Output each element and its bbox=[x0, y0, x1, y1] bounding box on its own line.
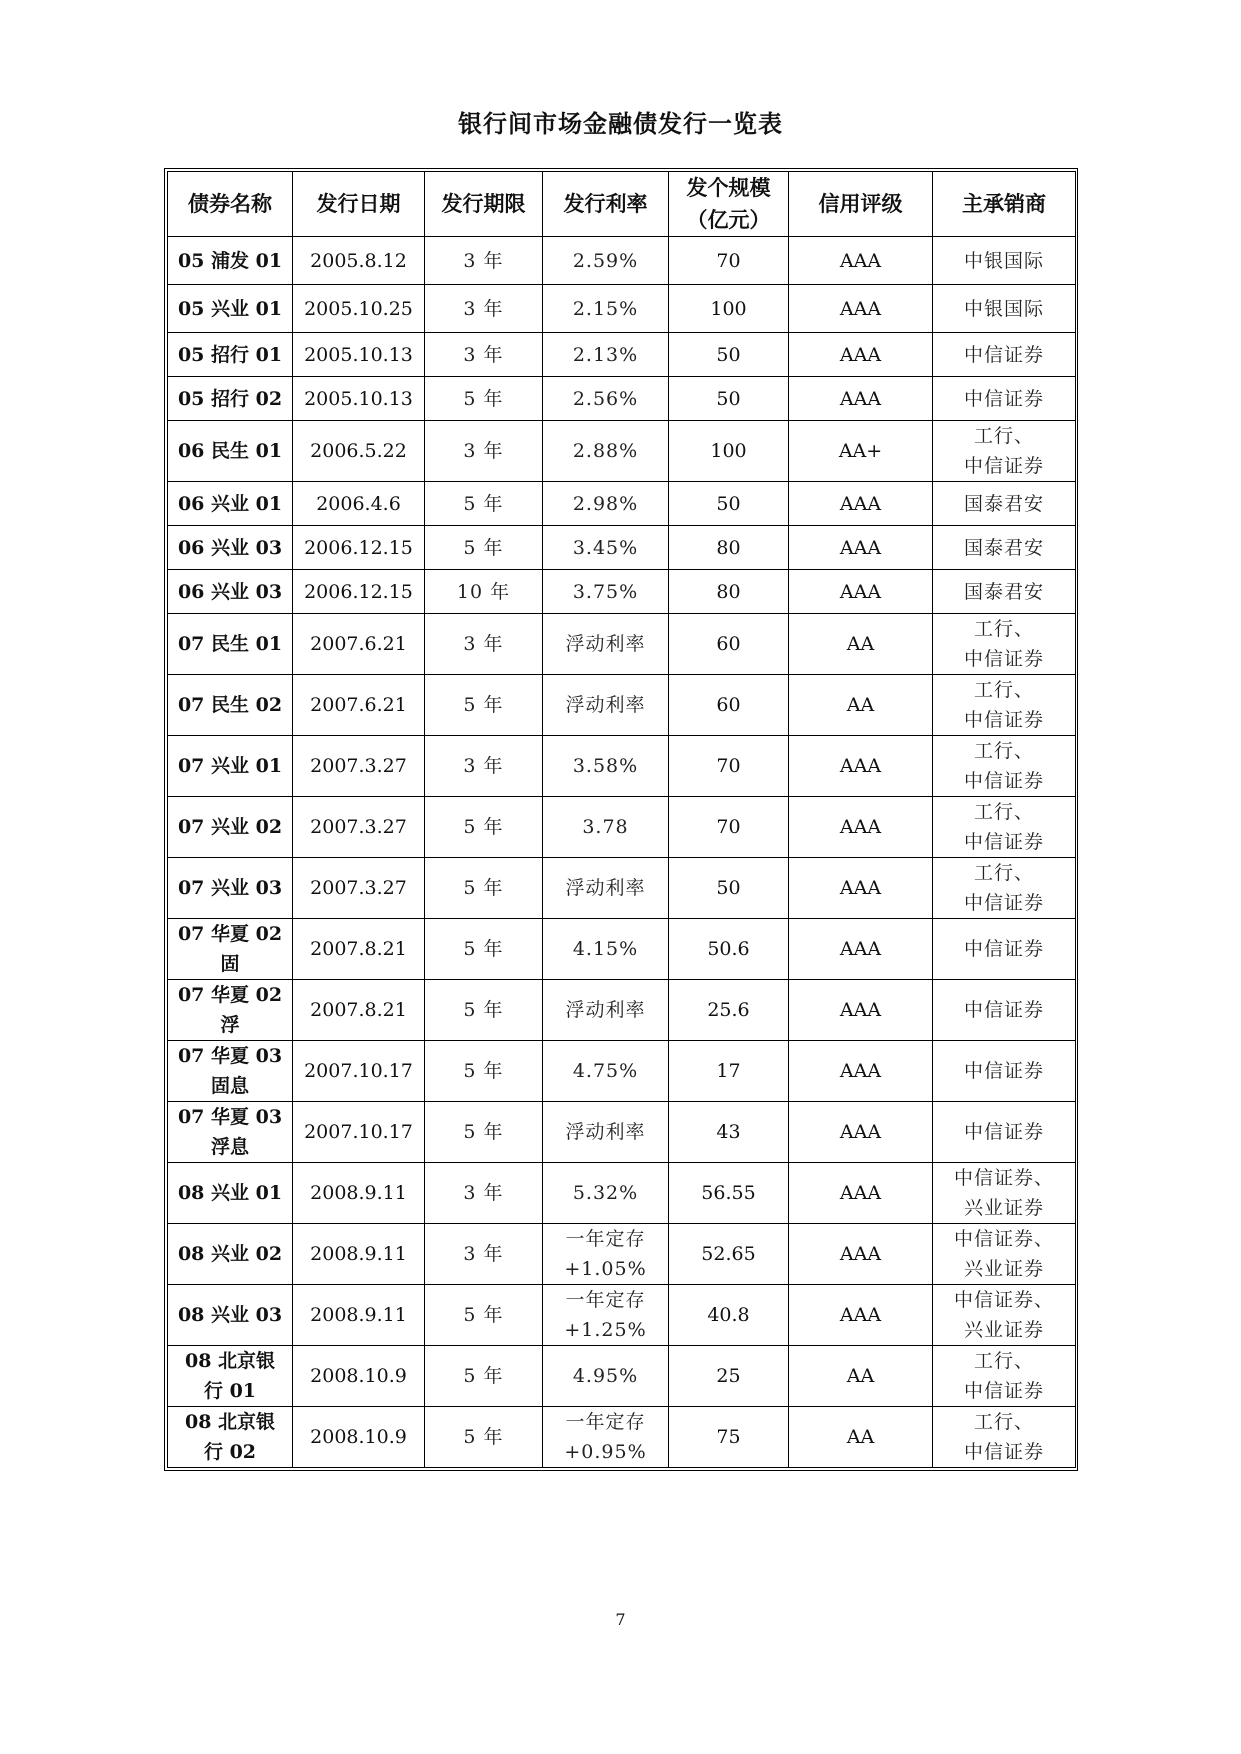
issue-date-cell: 2007.8.21 bbox=[293, 980, 425, 1041]
bond-name-cell: 06 兴业 03 bbox=[168, 570, 293, 614]
header-issue-date: 发行日期 bbox=[293, 172, 425, 237]
table-row bbox=[168, 1224, 1076, 1285]
issue-date-cell: 2008.10.9 bbox=[293, 1407, 425, 1468]
issue-date-cell: 2008.9.11 bbox=[293, 1224, 425, 1285]
bond-name-cell: 08 兴业 01 bbox=[168, 1163, 293, 1224]
page-number: 7 bbox=[615, 1610, 626, 1629]
size-cell: 100 bbox=[669, 421, 789, 482]
bond-name-cell: 08 兴业 02 bbox=[168, 1224, 293, 1285]
rate-cell: 一年定存 +1.25% bbox=[543, 1285, 669, 1346]
rating-cell: AAA bbox=[789, 526, 933, 570]
rate-cell: 2.98% bbox=[543, 482, 669, 526]
issue-date-cell: 2007.3.27 bbox=[293, 797, 425, 858]
bond-name-cell: 08 北京银 行 02 bbox=[168, 1407, 293, 1468]
table-row bbox=[168, 421, 1076, 482]
size-cell: 40.8 bbox=[669, 1285, 789, 1346]
rating-cell: AA bbox=[789, 675, 933, 736]
rating-cell: AAA bbox=[789, 333, 933, 377]
size-cell: 56.55 bbox=[669, 1163, 789, 1224]
term-cell: 5 年 bbox=[425, 980, 543, 1041]
term-cell: 3 年 bbox=[425, 421, 543, 482]
underwriter-cell: 中信证券、 兴业证券 bbox=[933, 1224, 1076, 1285]
underwriter-cell: 国泰君安 bbox=[933, 570, 1076, 614]
rating-cell: AAA bbox=[789, 736, 933, 797]
term-cell: 5 年 bbox=[425, 482, 543, 526]
underwriter-cell: 国泰君安 bbox=[933, 526, 1076, 570]
underwriter-cell: 中信证券 bbox=[933, 919, 1076, 980]
rating-cell: AAA bbox=[789, 1102, 933, 1163]
rating-cell: AA bbox=[789, 614, 933, 675]
table-row bbox=[168, 858, 1076, 919]
bond-name-cell: 05 兴业 01 bbox=[168, 285, 293, 333]
bond-name-cell: 06 兴业 01 bbox=[168, 482, 293, 526]
table-row bbox=[168, 1285, 1076, 1346]
rate-cell: 2.15% bbox=[543, 285, 669, 333]
rating-cell: AA bbox=[789, 1407, 933, 1468]
table-row bbox=[168, 614, 1076, 675]
rate-cell: 3.75% bbox=[543, 570, 669, 614]
rate-cell: 浮动利率 bbox=[543, 858, 669, 919]
term-cell: 5 年 bbox=[425, 675, 543, 736]
table-row bbox=[168, 797, 1076, 858]
underwriter-cell: 工行、 中信证券 bbox=[933, 1407, 1076, 1468]
size-cell: 43 bbox=[669, 1102, 789, 1163]
issue-date-cell: 2007.10.17 bbox=[293, 1102, 425, 1163]
rate-cell: 浮动利率 bbox=[543, 1102, 669, 1163]
size-cell: 50.6 bbox=[669, 919, 789, 980]
table-row bbox=[168, 1102, 1076, 1163]
header-rate: 发行利率 bbox=[543, 172, 669, 237]
rating-cell: AAA bbox=[789, 1224, 933, 1285]
issue-date-cell: 2007.6.21 bbox=[293, 675, 425, 736]
issue-date-cell: 2005.10.25 bbox=[293, 285, 425, 333]
document-title: 银行间市场金融债发行一览表 bbox=[458, 109, 783, 138]
size-cell: 50 bbox=[669, 333, 789, 377]
table-row bbox=[168, 1163, 1076, 1224]
size-cell: 80 bbox=[669, 526, 789, 570]
rate-cell: 4.75% bbox=[543, 1041, 669, 1102]
underwriter-cell: 中信证券 bbox=[933, 1102, 1076, 1163]
rate-cell: 2.56% bbox=[543, 377, 669, 421]
rate-cell: 2.88% bbox=[543, 421, 669, 482]
issue-date-cell: 2006.5.22 bbox=[293, 421, 425, 482]
rate-cell: 3.45% bbox=[543, 526, 669, 570]
underwriter-cell: 中信证券 bbox=[933, 377, 1076, 421]
rate-cell: 一年定存 +0.95% bbox=[543, 1407, 669, 1468]
rating-cell: AAA bbox=[789, 482, 933, 526]
issue-date-cell: 2007.3.27 bbox=[293, 858, 425, 919]
header-rating: 信用评级 bbox=[789, 172, 933, 237]
term-cell: 3 年 bbox=[425, 614, 543, 675]
table-row bbox=[168, 1407, 1076, 1468]
rating-cell: AAA bbox=[789, 797, 933, 858]
bond-name-cell: 06 民生 01 bbox=[168, 421, 293, 482]
rate-cell: 一年定存 +1.05% bbox=[543, 1224, 669, 1285]
term-cell: 5 年 bbox=[425, 858, 543, 919]
header-term: 发行期限 bbox=[425, 172, 543, 237]
bond-name-cell: 05 浦发 01 bbox=[168, 237, 293, 285]
term-cell: 5 年 bbox=[425, 1346, 543, 1407]
table-row bbox=[168, 1041, 1076, 1102]
term-cell: 5 年 bbox=[425, 919, 543, 980]
underwriter-cell: 工行、 中信证券 bbox=[933, 736, 1076, 797]
bond-name-cell: 07 兴业 01 bbox=[168, 736, 293, 797]
underwriter-cell: 工行、 中信证券 bbox=[933, 675, 1076, 736]
table-row bbox=[168, 333, 1076, 377]
bond-name-cell: 07 兴业 03 bbox=[168, 858, 293, 919]
table-row bbox=[168, 526, 1076, 570]
size-cell: 70 bbox=[669, 237, 789, 285]
table-row bbox=[168, 736, 1076, 797]
term-cell: 3 年 bbox=[425, 333, 543, 377]
rating-cell: AAA bbox=[789, 919, 933, 980]
underwriter-cell: 工行、 中信证券 bbox=[933, 1346, 1076, 1407]
size-cell: 50 bbox=[669, 377, 789, 421]
header-underwriter: 主承销商 bbox=[933, 172, 1076, 237]
rating-cell: AA+ bbox=[789, 421, 933, 482]
term-cell: 5 年 bbox=[425, 377, 543, 421]
term-cell: 3 年 bbox=[425, 237, 543, 285]
issue-date-cell: 2006.12.15 bbox=[293, 570, 425, 614]
term-cell: 5 年 bbox=[425, 797, 543, 858]
term-cell: 5 年 bbox=[425, 1041, 543, 1102]
rating-cell: AAA bbox=[789, 285, 933, 333]
underwriter-cell: 工行、 中信证券 bbox=[933, 797, 1076, 858]
issue-date-cell: 2005.8.12 bbox=[293, 237, 425, 285]
issue-date-cell: 2007.6.21 bbox=[293, 614, 425, 675]
bond-name-cell: 07 华夏 03 浮息 bbox=[168, 1102, 293, 1163]
rate-cell: 浮动利率 bbox=[543, 614, 669, 675]
table-row bbox=[168, 482, 1076, 526]
bond-name-cell: 07 华夏 03 固息 bbox=[168, 1041, 293, 1102]
rating-cell: AAA bbox=[789, 377, 933, 421]
table-row bbox=[168, 980, 1076, 1041]
issue-date-cell: 2007.8.21 bbox=[293, 919, 425, 980]
rate-cell: 2.13% bbox=[543, 333, 669, 377]
table-row bbox=[168, 1346, 1076, 1407]
underwriter-cell: 中信证券、 兴业证券 bbox=[933, 1285, 1076, 1346]
bond-name-cell: 05 招行 02 bbox=[168, 377, 293, 421]
bond-name-cell: 08 兴业 03 bbox=[168, 1285, 293, 1346]
issue-date-cell: 2005.10.13 bbox=[293, 333, 425, 377]
underwriter-cell: 工行、 中信证券 bbox=[933, 858, 1076, 919]
underwriter-cell: 中信证券、 兴业证券 bbox=[933, 1163, 1076, 1224]
term-cell: 5 年 bbox=[425, 1102, 543, 1163]
underwriter-cell: 中银国际 bbox=[933, 285, 1076, 333]
rate-cell: 3.58% bbox=[543, 736, 669, 797]
term-cell: 3 年 bbox=[425, 736, 543, 797]
issue-date-cell: 2008.9.11 bbox=[293, 1163, 425, 1224]
size-cell: 50 bbox=[669, 482, 789, 526]
rate-cell: 4.15% bbox=[543, 919, 669, 980]
size-cell: 75 bbox=[669, 1407, 789, 1468]
term-cell: 5 年 bbox=[425, 526, 543, 570]
bond-name-cell: 06 兴业 03 bbox=[168, 526, 293, 570]
issue-date-cell: 2006.4.6 bbox=[293, 482, 425, 526]
rating-cell: AAA bbox=[789, 570, 933, 614]
size-cell: 25.6 bbox=[669, 980, 789, 1041]
table-row bbox=[168, 377, 1076, 421]
bond-name-cell: 07 华夏 02 浮 bbox=[168, 980, 293, 1041]
table-header-row bbox=[168, 172, 1076, 237]
issue-date-cell: 2008.9.11 bbox=[293, 1285, 425, 1346]
underwriter-cell: 中信证券 bbox=[933, 1041, 1076, 1102]
rating-cell: AAA bbox=[789, 1041, 933, 1102]
table-row bbox=[168, 570, 1076, 614]
rate-cell: 浮动利率 bbox=[543, 980, 669, 1041]
bond-table-frame bbox=[164, 168, 1078, 1471]
underwriter-cell: 工行、 中信证券 bbox=[933, 614, 1076, 675]
size-cell: 80 bbox=[669, 570, 789, 614]
size-cell: 17 bbox=[669, 1041, 789, 1102]
issue-date-cell: 2007.10.17 bbox=[293, 1041, 425, 1102]
bond-name-cell: 07 兴业 02 bbox=[168, 797, 293, 858]
bond-name-cell: 07 华夏 02 固 bbox=[168, 919, 293, 980]
size-cell: 50 bbox=[669, 858, 789, 919]
size-cell: 70 bbox=[669, 797, 789, 858]
table-row bbox=[168, 919, 1076, 980]
rating-cell: AAA bbox=[789, 980, 933, 1041]
issue-date-cell: 2007.3.27 bbox=[293, 736, 425, 797]
rating-cell: AA bbox=[789, 1346, 933, 1407]
table-row bbox=[168, 675, 1076, 736]
size-cell: 60 bbox=[669, 675, 789, 736]
rate-cell: 4.95% bbox=[543, 1346, 669, 1407]
rate-cell: 2.59% bbox=[543, 237, 669, 285]
size-cell: 100 bbox=[669, 285, 789, 333]
rate-cell: 3.78 bbox=[543, 797, 669, 858]
underwriter-cell: 工行、 中信证券 bbox=[933, 421, 1076, 482]
rating-cell: AAA bbox=[789, 237, 933, 285]
rating-cell: AAA bbox=[789, 1163, 933, 1224]
table-row bbox=[168, 285, 1076, 333]
size-cell: 52.65 bbox=[669, 1224, 789, 1285]
size-cell: 70 bbox=[669, 736, 789, 797]
bond-name-cell: 07 民生 02 bbox=[168, 675, 293, 736]
issue-date-cell: 2005.10.13 bbox=[293, 377, 425, 421]
term-cell: 10 年 bbox=[425, 570, 543, 614]
bond-name-cell: 08 北京银 行 01 bbox=[168, 1346, 293, 1407]
header-bond-name: 债券名称 bbox=[168, 172, 293, 237]
term-cell: 5 年 bbox=[425, 1407, 543, 1468]
issue-date-cell: 2008.10.9 bbox=[293, 1346, 425, 1407]
term-cell: 3 年 bbox=[425, 1224, 543, 1285]
bond-name-cell: 07 民生 01 bbox=[168, 614, 293, 675]
underwriter-cell: 中银国际 bbox=[933, 237, 1076, 285]
term-cell: 3 年 bbox=[425, 285, 543, 333]
rate-cell: 浮动利率 bbox=[543, 675, 669, 736]
rate-cell: 5.32% bbox=[543, 1163, 669, 1224]
size-cell: 25 bbox=[669, 1346, 789, 1407]
bond-name-cell: 05 招行 01 bbox=[168, 333, 293, 377]
rating-cell: AAA bbox=[789, 1285, 933, 1346]
underwriter-cell: 国泰君安 bbox=[933, 482, 1076, 526]
issue-date-cell: 2006.12.15 bbox=[293, 526, 425, 570]
term-cell: 3 年 bbox=[425, 1163, 543, 1224]
header-size: 发个规模 （亿元） bbox=[669, 172, 789, 237]
size-cell: 60 bbox=[669, 614, 789, 675]
rating-cell: AAA bbox=[789, 858, 933, 919]
table-row bbox=[168, 237, 1076, 285]
underwriter-cell: 中信证券 bbox=[933, 980, 1076, 1041]
term-cell: 5 年 bbox=[425, 1285, 543, 1346]
bond-issuance-table bbox=[167, 171, 1076, 1468]
underwriter-cell: 中信证券 bbox=[933, 333, 1076, 377]
